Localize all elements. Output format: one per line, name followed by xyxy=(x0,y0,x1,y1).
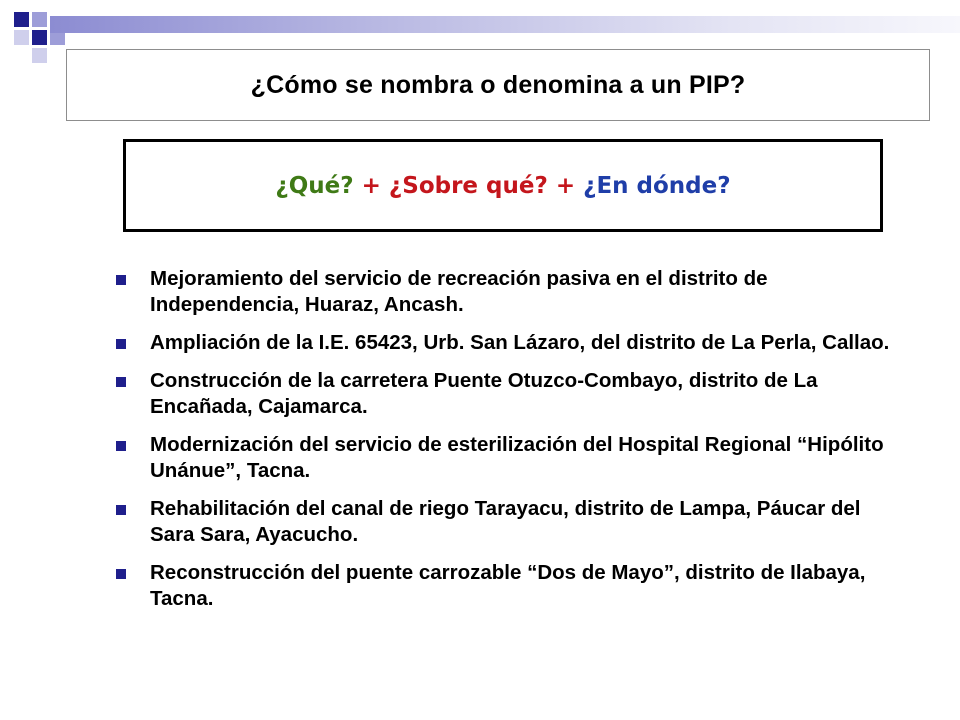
list-item xyxy=(116,560,896,612)
formula-box xyxy=(123,139,883,232)
corner-square xyxy=(14,12,29,27)
list-item xyxy=(116,266,896,318)
list-item xyxy=(116,496,896,548)
square-bullet-icon xyxy=(116,275,126,285)
slide-title: ¿Cómo se nombra o denomina a un PIP? xyxy=(250,70,746,99)
list-item-text: Modernización del servicio de esterilización del Hospital Regional “Hipólito Unánue”, Tacna. xyxy=(150,433,884,482)
header-gradient-bar xyxy=(50,16,960,33)
square-bullet-icon xyxy=(116,569,126,579)
square-bullet-icon xyxy=(116,505,126,515)
corner-square xyxy=(32,48,47,63)
example-list xyxy=(116,266,896,624)
corner-square xyxy=(14,30,29,45)
square-bullet-icon xyxy=(116,377,126,387)
list-item-text: Mejoramiento del servicio de recreación pasiva en el distrito de Independencia, Huaraz, Ancash. xyxy=(150,267,768,316)
list-item xyxy=(116,432,896,484)
formula-plus: + xyxy=(353,172,389,199)
list-item-text: Reconstrucción del puente carrozable “Dos de Mayo”, distrito de Ilabaya, Tacna. xyxy=(150,561,866,610)
list-item-text: Ampliación de la I.E. 65423, Urb. San Lázaro, del distrito de La Perla, Callao. xyxy=(150,331,890,354)
corner-square xyxy=(32,30,47,45)
list-item-text: Rehabilitación del canal de riego Tarayacu, distrito de Lampa, Páucar del Sara Sara, Ayacucho. xyxy=(150,497,861,546)
square-bullet-icon xyxy=(116,441,126,451)
formula-que: ¿Qué? xyxy=(275,172,354,199)
list-item xyxy=(116,330,896,356)
list-item xyxy=(116,368,896,420)
formula-plus: + xyxy=(547,172,584,199)
formula-sobre-que: ¿Sobre qué? xyxy=(388,172,548,199)
title-frame xyxy=(66,49,930,121)
square-bullet-icon xyxy=(116,339,126,349)
corner-square xyxy=(32,12,47,27)
formula-en-donde: ¿En dónde? xyxy=(583,172,731,199)
list-item-text: Construcción de la carretera Puente Otuzco-Combayo, distrito de La Encañada, Cajamarca. xyxy=(150,369,818,418)
